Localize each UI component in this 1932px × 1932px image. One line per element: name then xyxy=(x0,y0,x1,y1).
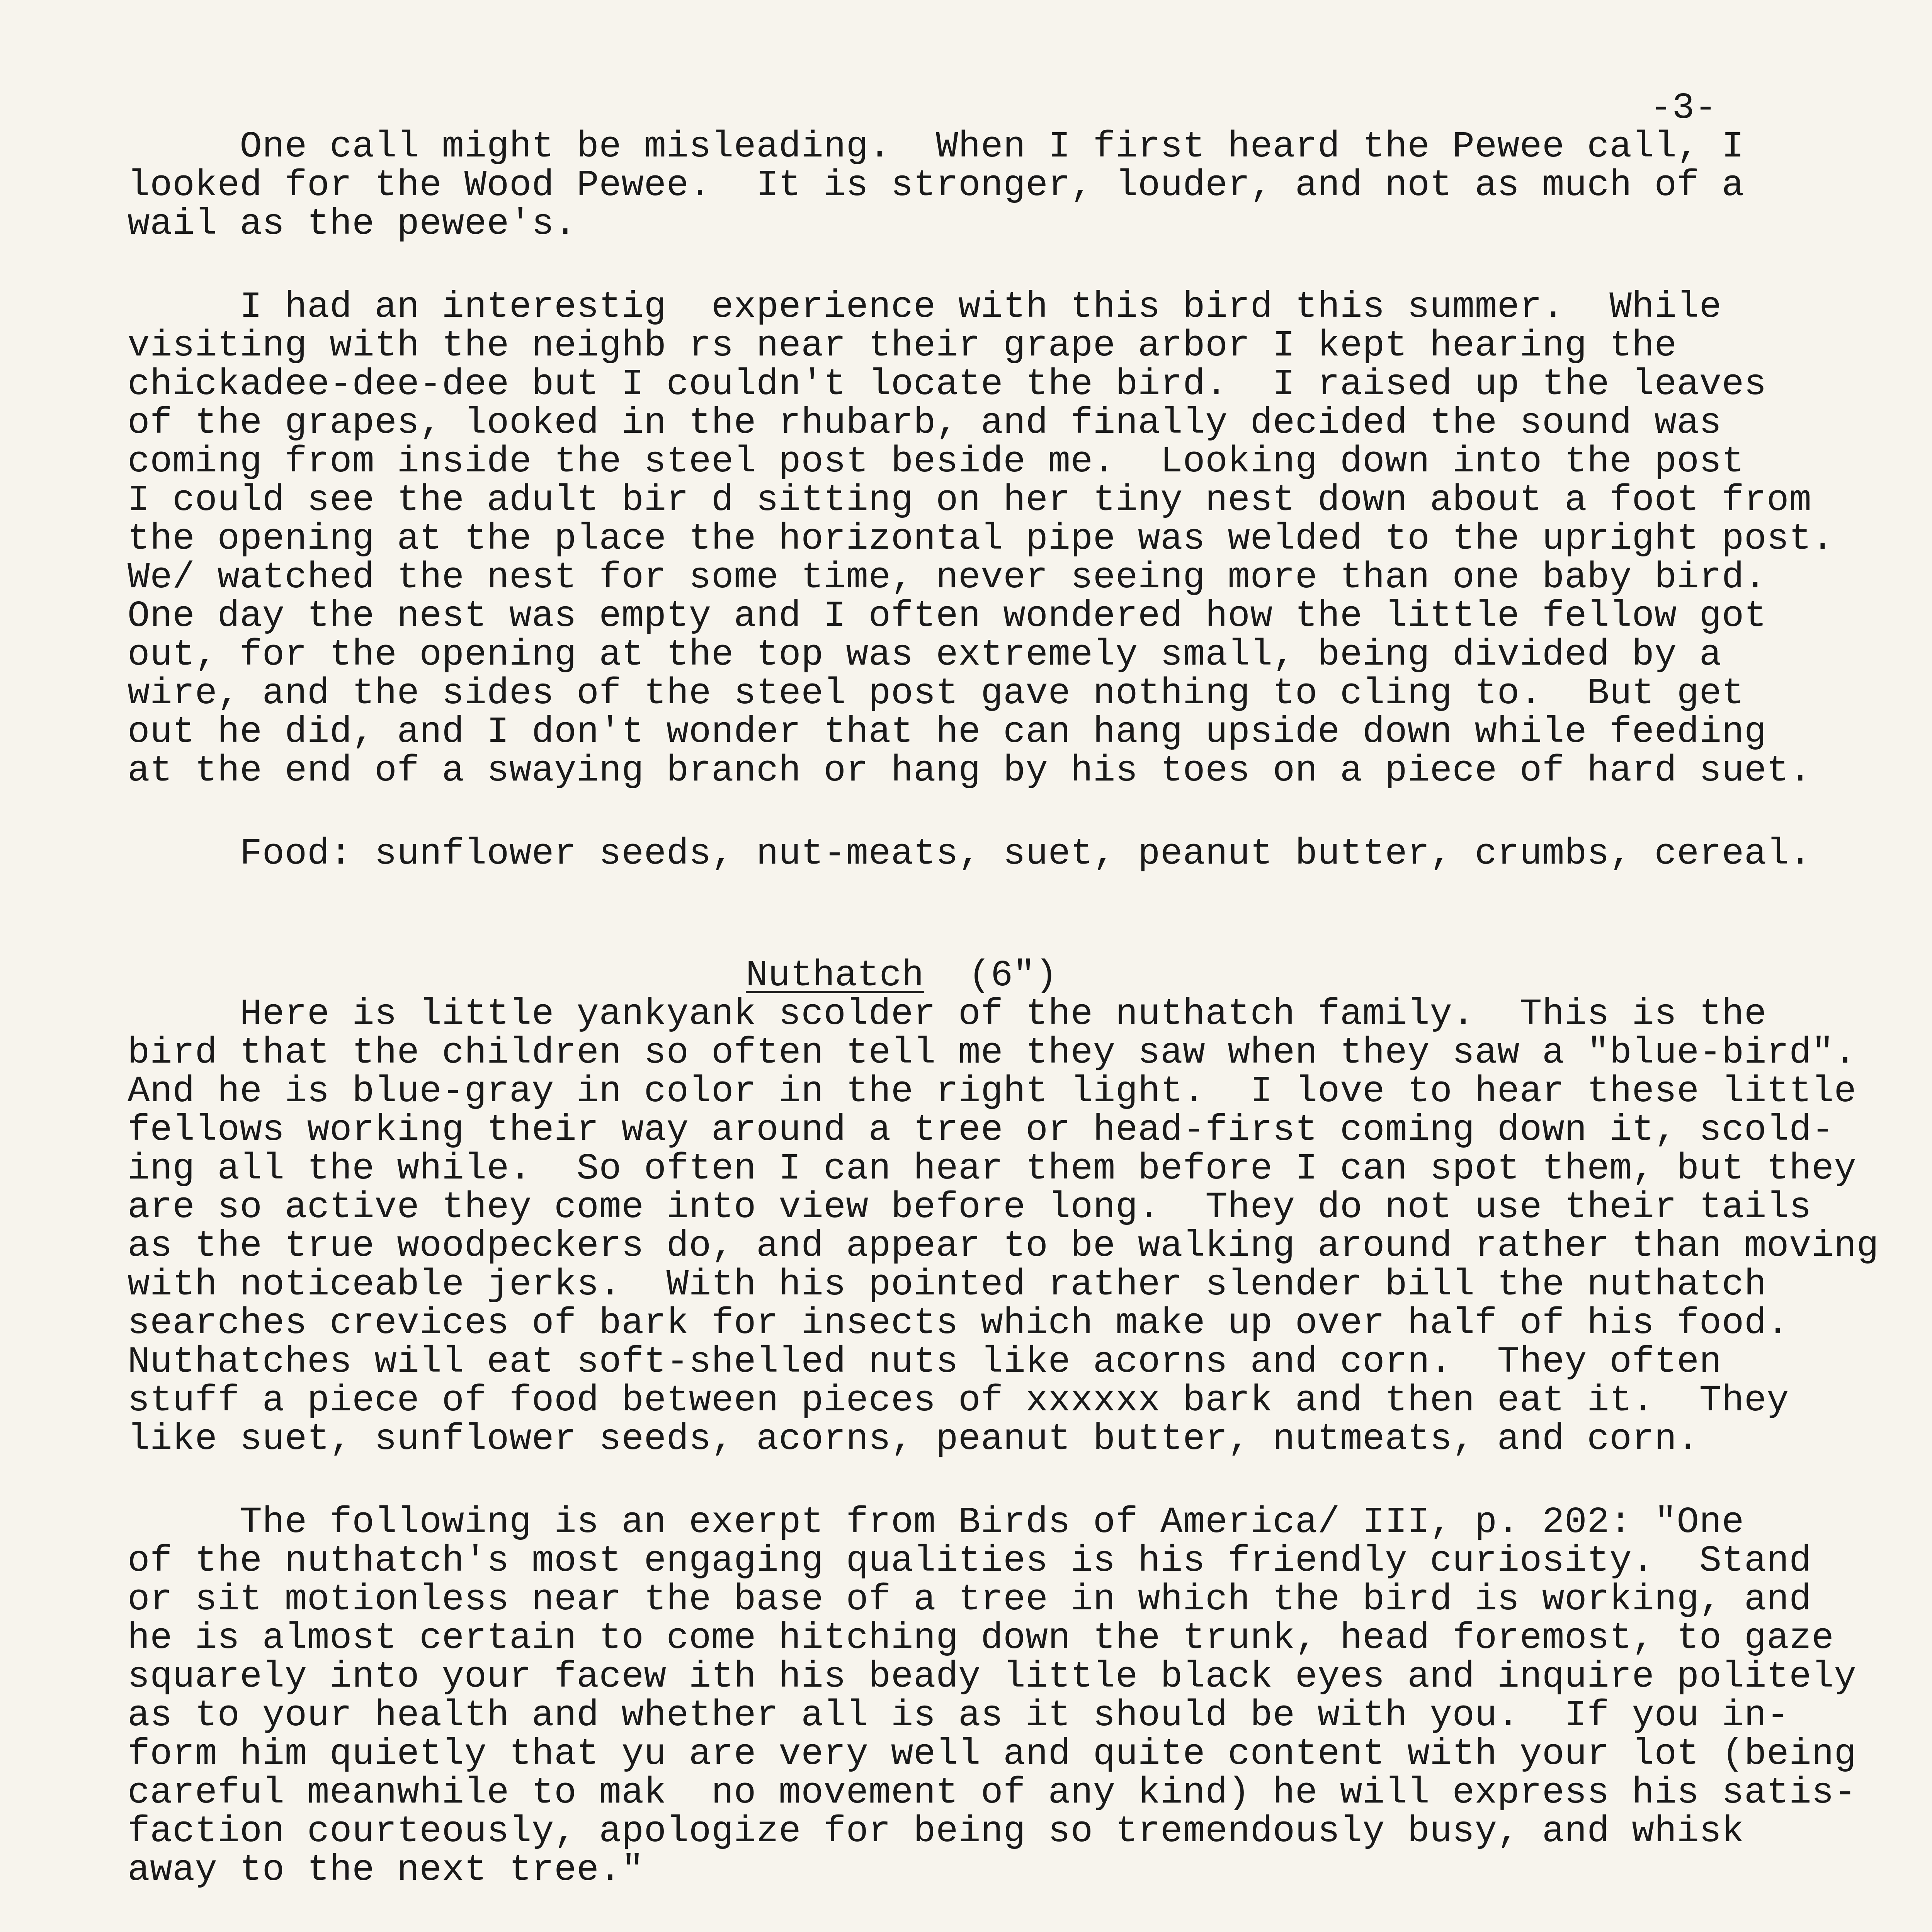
quote-line-10: away to the next tree." xyxy=(128,1849,644,1891)
quote-line-7: form him quietly that yu are very well and quite content with your lot (being xyxy=(128,1733,1857,1775)
post-line-1: I had an interestig experience with this bird this summer. While xyxy=(128,286,1722,328)
pewee-line-3: wail as the pewee's. xyxy=(128,203,577,245)
nuthatch-line-5: ing all the while. So often I can hear them before I can spot them, but they xyxy=(128,1148,1857,1190)
nuthatch-line-7: as the true woodpeckers do, and appear to be walking around rather than moving xyxy=(128,1225,1879,1267)
post-line-3: chickadee-dee-dee but I couldn't locate the bird. I raised up the leaves xyxy=(128,363,1767,405)
post-line-10: out, for the opening at the top was extremely small, being divided by a xyxy=(128,634,1722,676)
quote-line-6: as to your health and whether all is as it should be with you. If you in- xyxy=(128,1694,1789,1736)
nuthatch-line-4: fellows working their way around a tree or head-first coming down it, scold- xyxy=(128,1109,1834,1151)
pewee-line-1: One call might be misleading. When I first heard the Pewee call, I xyxy=(128,126,1744,168)
post-line-9: One day the nest was empty and I often wondered how the little fellow got xyxy=(128,595,1767,637)
nuthatch-title: Nuthatch xyxy=(746,954,924,997)
quote-line-8: careful meanwhile to mak no movement of any kind) he will express his satis- xyxy=(128,1772,1857,1814)
nuthatch-heading xyxy=(746,956,1058,995)
post-line-12: out he did, and I don't wonder that he can hang upside down while feeding xyxy=(128,711,1767,753)
post-line-5: coming from inside the steel post beside me. Looking down into the post xyxy=(128,440,1744,483)
post-line-8: We/ watched the nest for some time, never seeing more than one baby bird. xyxy=(128,556,1767,599)
post-line-6: I could see the adult bir d sitting on her tiny nest down about a foot from xyxy=(128,479,1812,521)
quote-line-9: faction courteously, apologize for being so tremendously busy, and whisk xyxy=(128,1810,1744,1852)
post-line-13: at the end of a swaying branch or hang by his toes on a piece of hard suet. xyxy=(128,750,1812,792)
post-line-2: visiting with the neighb rs near their grape arbor I kept hearing the xyxy=(128,325,1677,367)
page-number: -3- xyxy=(1650,87,1717,129)
quote-line-3: or sit motionless near the base of a tree in which the bird is working, and xyxy=(128,1578,1812,1621)
food-line: Food: sunflower seeds, nut-meats, suet, peanut butter, crumbs, cereal. xyxy=(128,833,1812,875)
nuthatch-line-6: are so active they come into view before long. They do not use their tails xyxy=(128,1186,1812,1228)
nuthatch-line-2: bird that the children so often tell me they saw when they saw a "blue-bird". xyxy=(128,1032,1857,1074)
quote-line-1: The following is an exerpt from Birds of America/ III, p. 202: "One xyxy=(128,1501,1744,1543)
nuthatch-line-1: Here is little yankyank scolder of the nuthatch family. This is the xyxy=(128,993,1767,1035)
post-line-11: wire, and the sides of the steel post gave nothing to cling to. But get xyxy=(128,672,1744,714)
nuthatch-line-3: And he is blue-gray in color in the right light. I love to hear these little xyxy=(128,1070,1857,1112)
nuthatch-line-11: stuff a piece of food between pieces of xxxxxx bark and then eat it. They xyxy=(128,1379,1789,1422)
nuthatch-line-12: like suet, sunflower seeds, acorns, peanut butter, nutmeats, and corn. xyxy=(128,1418,1699,1460)
nuthatch-line-10: Nuthatches will eat soft-shelled nuts like acorns and corn. They often xyxy=(128,1341,1722,1383)
quote-line-2: of the nuthatch's most engaging qualities is his friendly curiosity. Stand xyxy=(128,1540,1812,1582)
quote-line-5: squarely into your facew ith his beady little black eyes and inquire politely xyxy=(128,1656,1857,1698)
post-line-7: the opening at the place the horizontal pipe was welded to the upright post. xyxy=(128,518,1834,560)
nuthatch-line-9: searches crevices of bark for insects which make up over half of his food. xyxy=(128,1302,1789,1344)
quote-line-4: he is almost certain to come hitching down the trunk, head foremost, to gaze xyxy=(128,1617,1834,1659)
post-line-4: of the grapes, looked in the rhubarb, and finally decided the sound was xyxy=(128,402,1722,444)
nuthatch-size: (6") xyxy=(923,954,1058,997)
nuthatch-line-8: with noticeable jerks. With his pointed rather slender bill the nuthatch xyxy=(128,1264,1767,1306)
pewee-line-2: looked for the Wood Pewee. It is stronger, louder, and not as much of a xyxy=(128,164,1744,206)
